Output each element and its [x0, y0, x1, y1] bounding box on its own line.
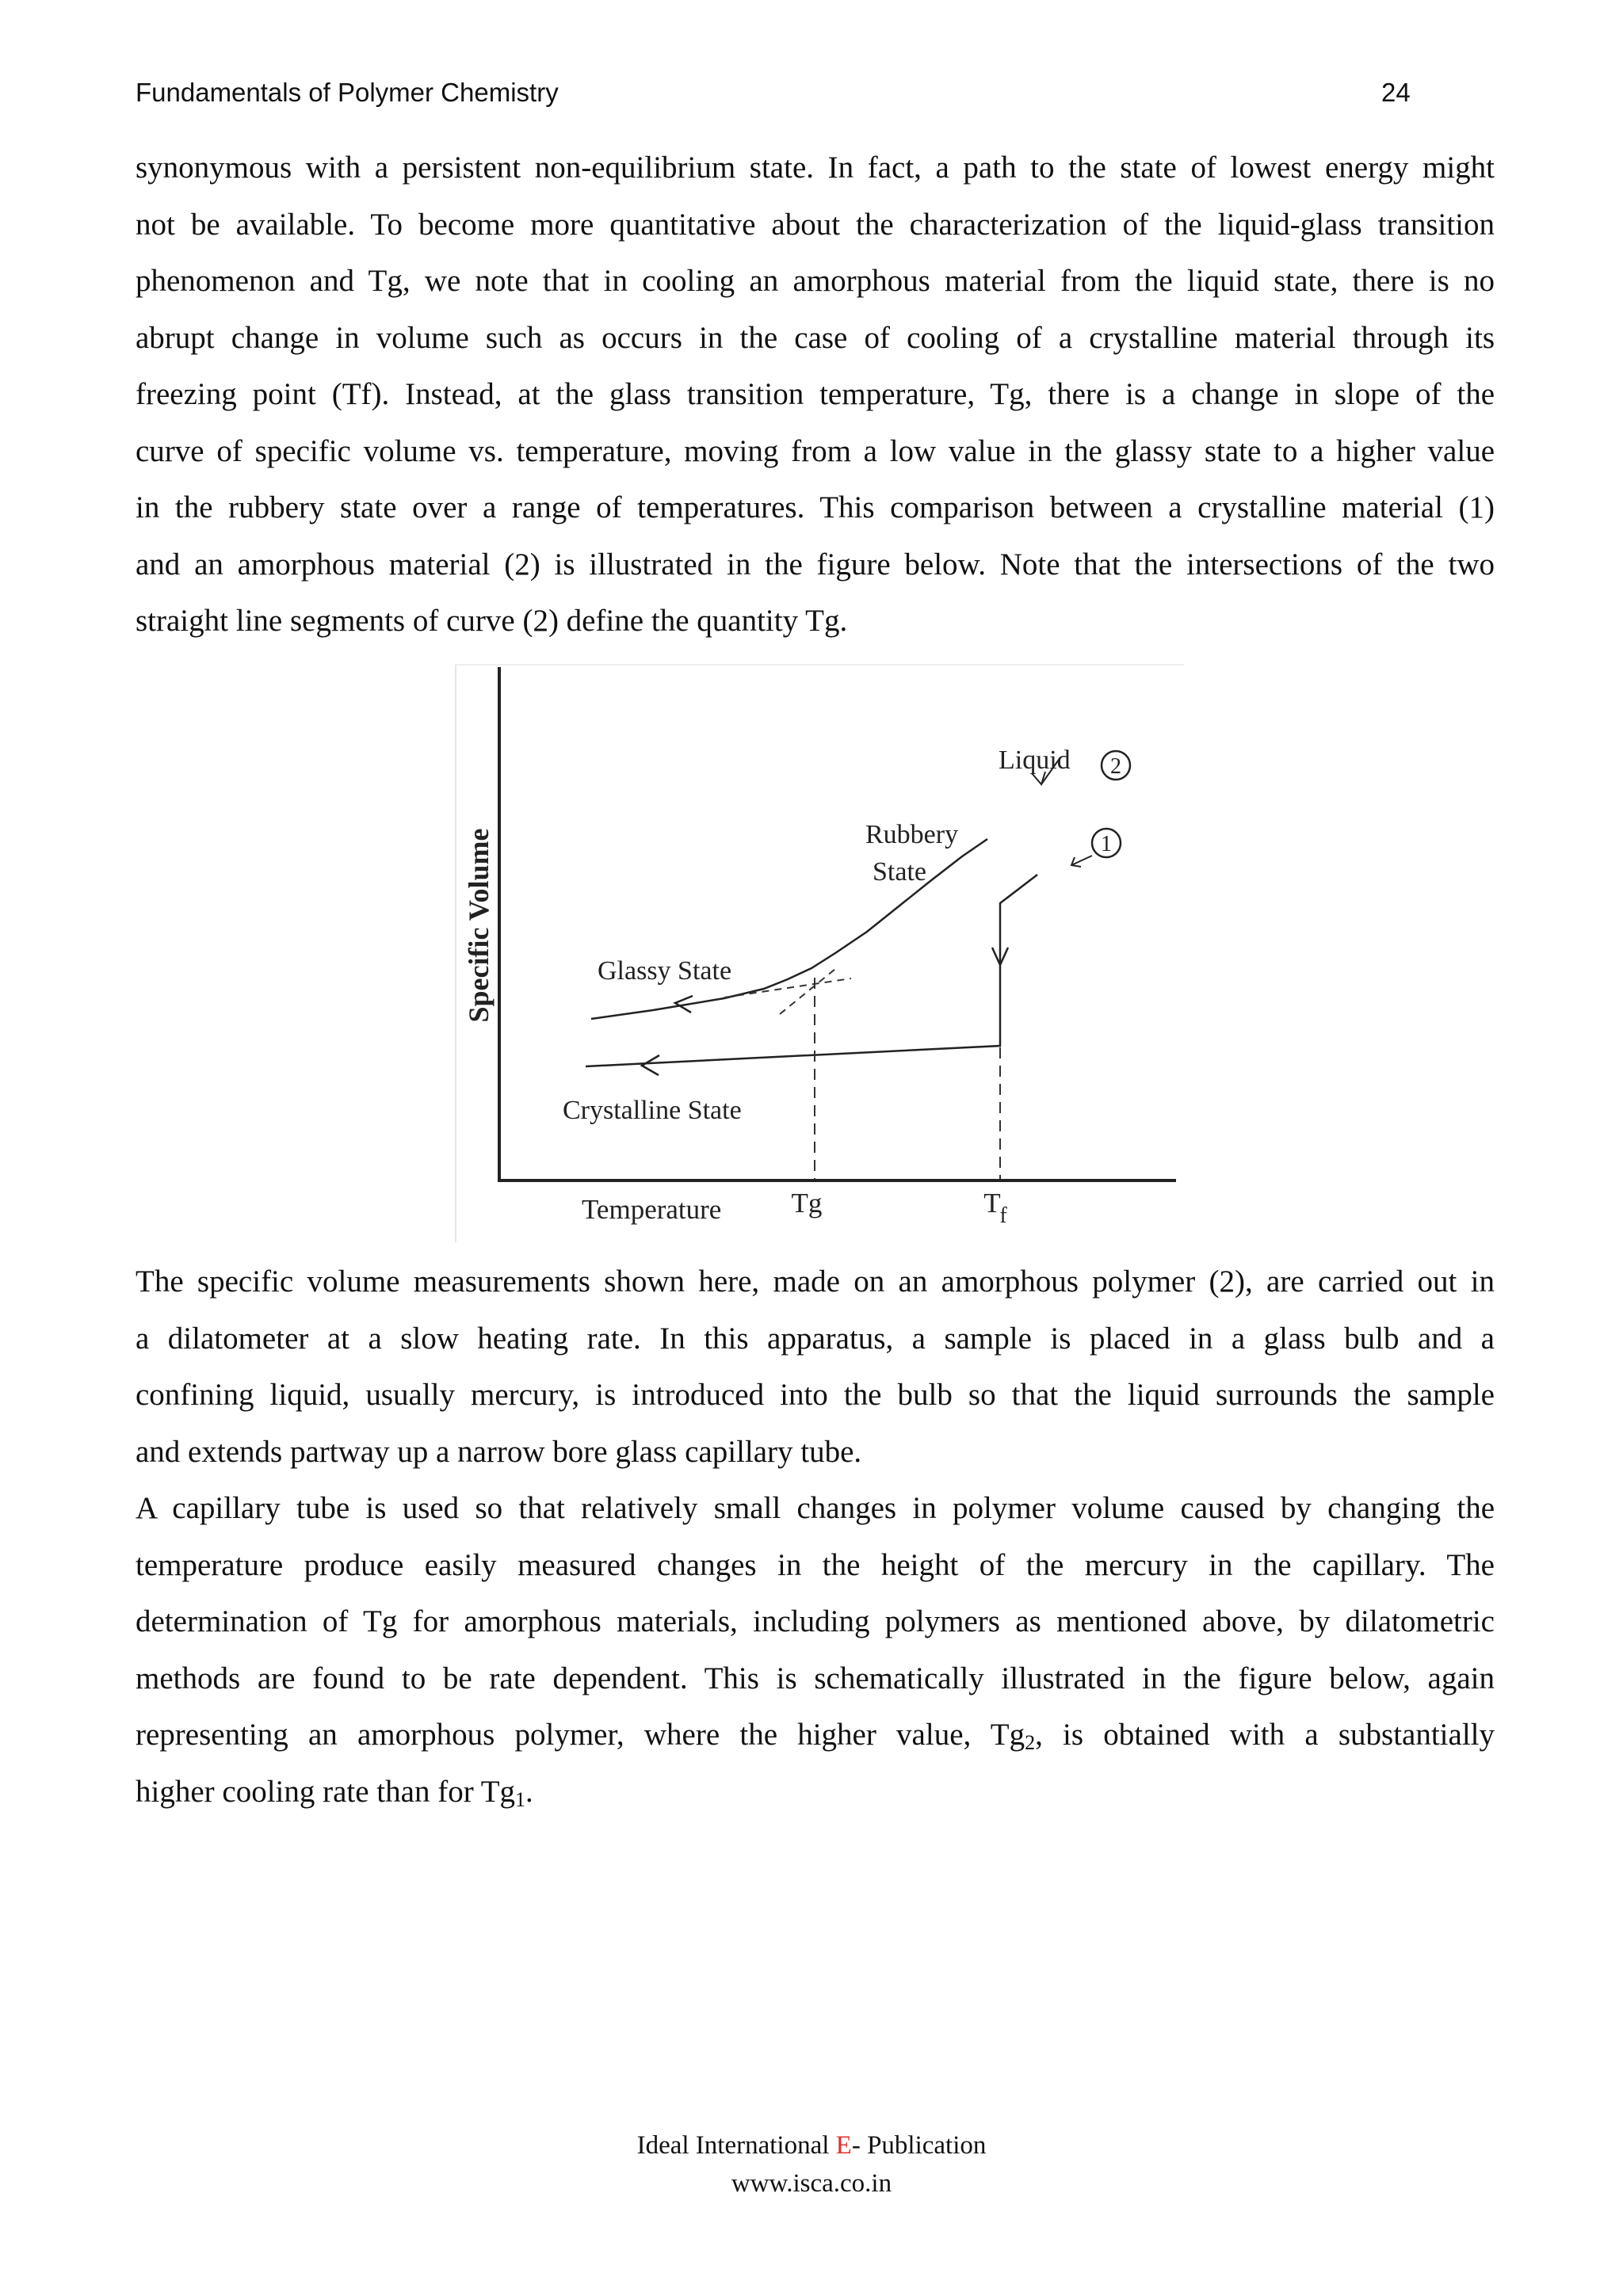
- label-rubbery-state: State: [873, 857, 926, 887]
- tick-tf-subscript: f: [999, 1203, 1007, 1228]
- y-axis-label: Specific Volume: [463, 828, 495, 1023]
- text-line: freezing point (Tf). Instead, at the glass transition temperature, Tg, there is a change in slope of the: [136, 377, 1495, 411]
- curve1-pointer: [1071, 856, 1092, 865]
- page-header: [136, 78, 1421, 117]
- label-glassy-state: Glassy State: [598, 956, 732, 986]
- running-title: Fundamentals of Polymer Chemistry: [136, 78, 559, 107]
- glassy-extrapolation: [724, 978, 851, 997]
- text-line: and extends partway up a narrow bore glass capillary tube.: [136, 1434, 862, 1469]
- figure-svg: [455, 664, 1184, 1242]
- text-line: not be available. To become more quantitative about the characterization of the liquid-glass transition: [136, 207, 1495, 242]
- footer-url: www.isca.co.in: [731, 2169, 892, 2198]
- text-segment: .: [525, 1774, 533, 1809]
- tick-tf: T: [983, 1188, 1001, 1219]
- label-rubbery: Rubbery: [865, 820, 959, 849]
- publisher-accent-letter: E: [835, 2131, 852, 2160]
- text-line: [136, 1764, 1495, 1821]
- text-line: synonymous with a persistent non-equilibrium state. In fact, a path to the state of lowest energy might: [136, 151, 1495, 185]
- text-segment: , is obtained with a substantially: [1035, 1718, 1495, 1752]
- page-number: 24: [1381, 78, 1411, 107]
- marker-2: 2: [1110, 754, 1121, 779]
- label-crystalline-state: Crystalline State: [563, 1096, 742, 1125]
- text-line: [136, 1707, 1495, 1764]
- text-line: The specific volume measurements shown here, made on an amorphous polymer (2), are carried out in: [136, 1264, 1495, 1299]
- text-line: in the rubbery state over a range of temperatures. This comparison between a crystalline material (1): [136, 490, 1495, 524]
- text-line: methods are found to be rate dependent. This is schematically illustrated in the figure below, again: [136, 1661, 1495, 1695]
- subscript: 2: [1025, 1731, 1036, 1754]
- cooling-arrow: [642, 1055, 659, 1075]
- label-liquid: Liquid: [999, 746, 1071, 775]
- rubbery-extrapolation: [780, 969, 835, 1014]
- paragraph-1: [136, 139, 1495, 650]
- paragraph-2: [136, 1253, 1495, 1480]
- tick-tg: Tg: [791, 1188, 823, 1219]
- text-segment: higher cooling rate than for Tg: [136, 1774, 516, 1809]
- text-line: abrupt change in volume such as occurs in the case of cooling of a crystalline material through its: [136, 320, 1495, 355]
- text-line: a dilatometer at a slow heating rate. In this apparatus, a sample is placed in a glass bulb and a: [136, 1321, 1495, 1356]
- text-line: determination of Tg for amorphous materials, including polymers as mentioned above, by dilatometric: [136, 1604, 1495, 1638]
- footer-publisher: [0, 2131, 1623, 2161]
- paragraph-3: [136, 1480, 1495, 1820]
- text-line: temperature produce easily measured changes in the height of the mercury in the capillary. The: [136, 1547, 1495, 1582]
- text-line: curve of specific volume vs. temperature, moving from a low value in the glassy state to a higher value: [136, 433, 1495, 468]
- specific-volume-figure: [455, 664, 1184, 1242]
- text-line: A capillary tube is used so that relatively small changes in polymer volume caused by changing the: [136, 1491, 1495, 1525]
- publisher-text: - Publication: [851, 2131, 987, 2160]
- text-line: phenomenon and Tg, we note that in cooling an amorphous material from the liquid state, there is no: [136, 264, 1495, 298]
- marker-1: 1: [1101, 832, 1112, 856]
- text-line: straight line segments of curve (2) define the quantity Tg.: [136, 604, 848, 638]
- text-line: confining liquid, usually mercury, is introduced into the bulb so that the liquid surrounds the sample: [136, 1378, 1495, 1412]
- publisher-text: Ideal International: [636, 2131, 836, 2160]
- amorphous-curve: [591, 839, 987, 1019]
- text-line: and an amorphous material (2) is illustrated in the figure below. Note that the intersections of the two: [136, 547, 1495, 582]
- subscript: 1: [515, 1787, 526, 1811]
- text-segment: representing an amorphous polymer, where the higher value, Tg: [136, 1718, 1025, 1752]
- x-axis-label: Temperature: [582, 1194, 722, 1225]
